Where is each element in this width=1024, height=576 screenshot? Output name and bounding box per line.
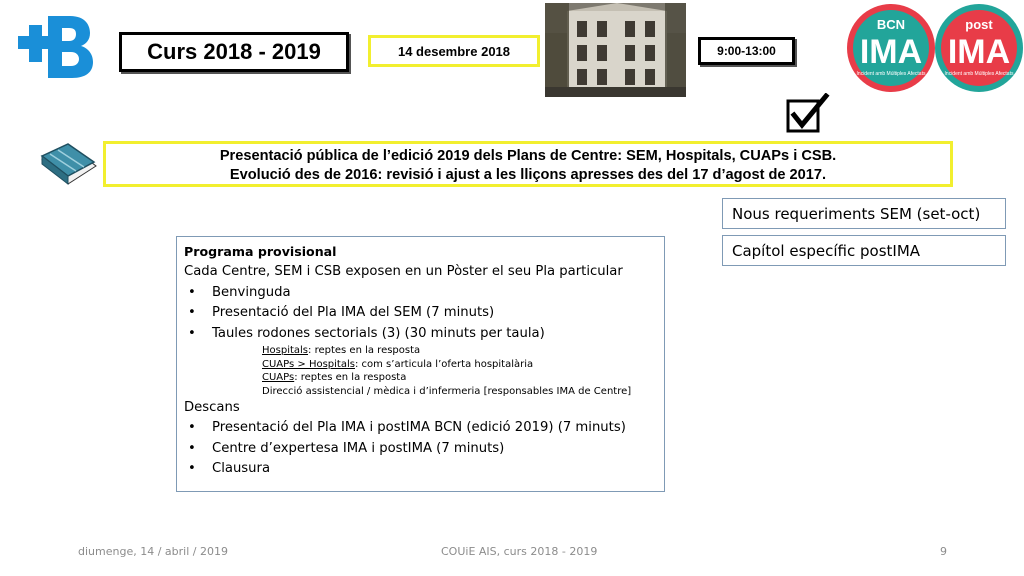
course-label: Curs 2018 - 2019	[119, 32, 349, 72]
presentation-title	[103, 141, 953, 187]
badge-bcn-small: Incident amb Múltiples Afectats	[856, 71, 926, 77]
list-item: • Presentació del Pla IMA del SEM (7 minuts)	[184, 303, 657, 323]
title-line-1: Presentació pública de l’edició 2019 dels Plans de Centre: SEM, Hospitals, CUAPs i CSB.	[219, 148, 837, 164]
sub-item-link[interactable]: CUAPs > Hospitals	[262, 358, 355, 370]
title-line-2: Evolució des de 2016: revisió i ajust a les lliçons apresses des del 17 d’agost de 2017.	[229, 167, 827, 183]
requirement-box-1: Nous requeriments SEM (set-oct)	[722, 198, 1006, 229]
sub-item	[184, 358, 657, 372]
list-item: • Presentació del Pla IMA i postIMA BCN (edició 2019) (7 minuts)	[184, 418, 657, 438]
session-time: 9:00-13:00	[698, 37, 795, 65]
building-photo	[545, 3, 686, 97]
checkmark-icon	[786, 93, 830, 135]
list-item: • Centre d’expertesa IMA i postIMA (7 minuts)	[184, 439, 657, 459]
sub-item-text: Direcció assistencial / mèdica i d’infermeria [responsables IMA de Centre]	[262, 385, 632, 397]
post-ima-badge	[934, 3, 1024, 93]
sub-item-text: : reptes en la resposta	[308, 345, 421, 357]
badge-bcn-top: BCN	[876, 17, 906, 32]
sub-item-link[interactable]: Hospitals	[262, 345, 309, 357]
sub-item	[184, 344, 657, 358]
bcn-ima-badge	[846, 3, 936, 93]
list-item: • Taules rodones sectorials (3) (30 minuts per taula)	[184, 324, 657, 344]
footer-center: COUiE AIS, curs 2018 - 2019	[441, 545, 598, 558]
sub-item-text: : reptes en la resposta	[294, 372, 407, 384]
requirement-box-2: Capítol específic postIMA	[722, 235, 1006, 266]
badge-post-main: IMA	[947, 33, 1011, 71]
page-number: 9	[940, 545, 947, 558]
session-date: 14 desembre 2018	[368, 35, 540, 67]
sub-item	[184, 371, 657, 385]
brand-logo	[18, 14, 94, 80]
program-heading: Programa provisional	[184, 244, 337, 259]
sub-item	[184, 385, 657, 399]
badge-post-top: post	[965, 17, 993, 32]
program-box	[176, 236, 665, 492]
badge-bcn-main: IMA	[859, 33, 923, 71]
footer-date: diumenge, 14 / abril / 2019	[78, 545, 228, 558]
break-label: Descans	[184, 400, 240, 416]
sub-item-link[interactable]: CUAPs	[262, 372, 295, 384]
program-intro: Cada Centre, SEM i CSB exposen en un Pòster el seu Pla particular	[184, 264, 623, 280]
list-item: • Benvinguda	[184, 283, 657, 303]
list-item: • Clausura	[184, 459, 657, 479]
book-icon	[40, 142, 98, 190]
sub-item-text: : com s’articula l’oferta hospitalària	[354, 358, 534, 370]
badge-post-small: Incident amb Múltiples Afectats	[944, 71, 1014, 77]
